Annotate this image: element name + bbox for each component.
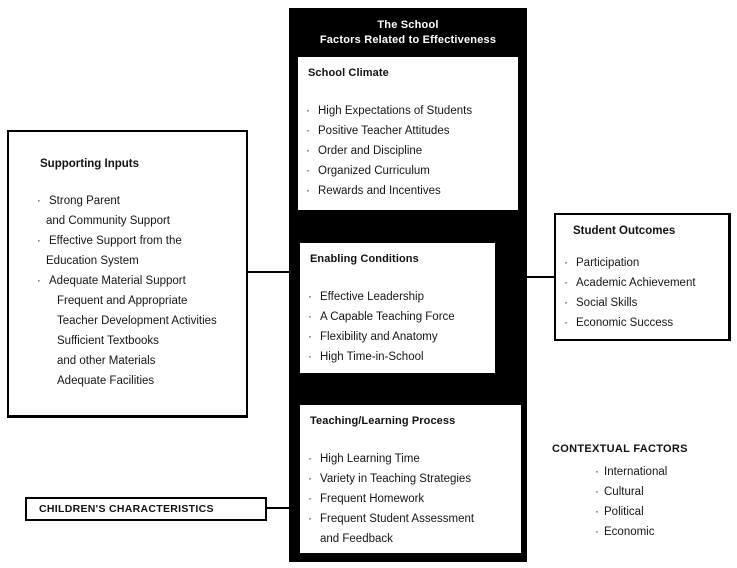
school-climate-box [298,57,518,210]
list-item-label: Political [604,506,644,518]
bullet-icon: · [306,125,310,137]
list-item-label: Academic Achievement [576,277,696,289]
student-outcomes-title: Student Outcomes [573,225,676,237]
bullet-icon: · [37,235,41,247]
enabling-conditions-box [300,243,495,373]
list-subitem [9,371,246,391]
list-item [552,462,722,482]
bullet-icon: · [595,506,599,518]
supporting-inputs-title: Supporting Inputs [40,158,140,170]
list-item [556,293,728,313]
list-item [300,489,521,509]
list-item [552,522,722,542]
teaching-learning-process-list [300,449,521,549]
bullet-icon: · [308,453,312,465]
list-item-label: High Time-in-School [320,351,424,363]
contextual-factors [552,443,722,542]
panel-title-line2: Factors Related to Effectiveness [319,34,497,46]
bullet-icon: · [308,473,312,485]
list-item [552,482,722,502]
bullet-icon: · [306,105,310,117]
bullet-icon: · [308,331,312,343]
list-item-label: Participation [576,257,640,269]
list-item-label: Adequate Facilities [57,375,155,387]
list-item-label: Teacher Development Activities [57,315,217,327]
list-item-continuation [9,251,246,271]
connector-panel-to-student-outcomes [526,276,555,278]
supporting-inputs-box [7,130,248,418]
list-item [9,271,246,291]
bullet-icon: · [564,317,568,329]
list-item [300,327,495,347]
school-climate-title: School Climate [308,67,389,79]
list-item [298,101,518,121]
list-item-label: Positive Teacher Attitudes [318,125,450,137]
supporting-inputs-list [9,191,246,391]
list-item-label: Organized Curriculum [318,165,430,177]
list-item [9,191,246,211]
list-item-label: A Capable Teaching Force [320,311,455,323]
list-item-label: Frequent Student Assessment [320,513,475,525]
list-item-label: Strong Parent [49,195,120,207]
list-item-label: Frequent and Appropriate [57,295,188,307]
list-subitem [9,291,246,311]
childrens-characteristics-box [25,497,267,521]
list-item-label: Frequent Homework [320,493,425,505]
contextual-factors-list [552,462,722,542]
list-item-continuation [300,529,521,549]
list-item-label: Effective Leadership [320,291,424,303]
student-outcomes-list [556,253,728,333]
enabling-conditions-title: Enabling Conditions [310,253,419,265]
list-item-label: High Expectations of Students [318,105,473,117]
bullet-icon: · [306,165,310,177]
list-item-label: Variety in Teaching Strategies [320,473,472,485]
connector-supporting-inputs-to-panel [246,271,290,273]
student-outcomes-box [554,213,731,341]
list-item-label: Order and Discipline [318,145,423,157]
list-item-label: International [604,466,668,478]
bullet-icon: · [564,277,568,289]
panel-title [289,8,527,48]
teaching-learning-process-title: Teaching/Learning Process [310,415,456,427]
list-item [556,273,728,293]
bullet-icon: · [564,297,568,309]
bullet-icon: · [595,466,599,478]
list-item-label: Economic Success [576,317,674,329]
childrens-characteristics-label: CHILDREN'S CHARACTERISTICS [39,503,214,515]
list-item [300,469,521,489]
bullet-icon: · [306,145,310,157]
list-item-label: and Community Support [46,215,171,227]
list-item-label: Social Skills [576,297,638,309]
list-item-label: and other Materials [57,355,156,367]
bullet-icon: · [308,351,312,363]
list-item [300,347,495,367]
list-item [300,287,495,307]
list-item-label: Sufficient Textbooks [57,335,159,347]
list-subitem [9,311,246,331]
list-item-label: Effective Support from the [49,235,182,247]
list-item-label: Education System [46,255,139,267]
list-item [300,509,521,529]
bullet-icon: · [308,311,312,323]
list-item-continuation [9,211,246,231]
list-subitem [9,331,246,351]
bullet-icon: · [37,195,41,207]
teaching-learning-process-box [300,405,521,553]
list-item-label: Rewards and Incentives [318,185,441,197]
bullet-icon: · [595,526,599,538]
list-item-label: Cultural [604,486,644,498]
list-item [9,231,246,251]
list-item [298,141,518,161]
list-item [556,253,728,273]
contextual-factors-title: CONTEXTUAL FACTORS [552,443,688,455]
list-item [300,449,521,469]
list-item [300,307,495,327]
bullet-icon: · [308,291,312,303]
connector-children-to-panel [265,507,290,509]
bullet-icon: · [308,513,312,525]
list-item [556,313,728,333]
bullet-icon: · [564,257,568,269]
bullet-icon: · [308,493,312,505]
bullet-icon: · [37,275,41,287]
bullet-icon: · [595,486,599,498]
list-item [552,502,722,522]
enabling-conditions-list [300,287,495,367]
list-item [298,161,518,181]
list-item-label: Economic [604,526,655,538]
panel-title-line1: The School [377,19,439,31]
list-item-label: Flexibility and Anatomy [320,331,438,343]
list-item [298,181,518,201]
bullet-icon: · [306,185,310,197]
list-item-label: High Learning Time [320,453,420,465]
school-climate-list [298,101,518,201]
list-subitem [9,351,246,371]
list-item-label: Adequate Material Support [49,275,186,287]
list-item-label: and Feedback [320,533,393,545]
list-item [298,121,518,141]
